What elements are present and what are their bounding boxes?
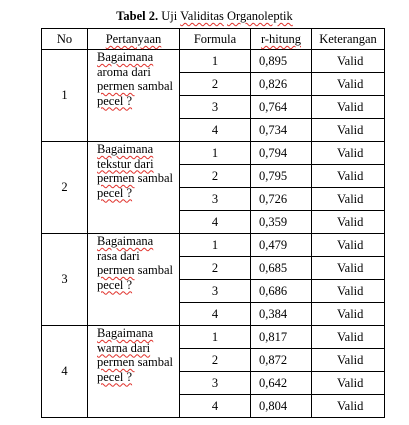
question-line: Bagaimana xyxy=(97,50,154,64)
caption-label: Tabel 2. xyxy=(116,9,159,23)
cell-formula: 1 xyxy=(180,234,251,257)
question-line: pecel ? xyxy=(97,277,133,292)
question-line: tekstur dari xyxy=(97,156,154,171)
cell-formula: 3 xyxy=(180,96,251,119)
question-word: permen xyxy=(97,79,135,93)
question-line: permen sambal xyxy=(97,355,174,369)
question-line: warna dari xyxy=(97,340,151,355)
table-row xyxy=(42,234,385,257)
cell-r-hitung: 0,764 xyxy=(251,96,312,119)
cell-keterangan: Valid xyxy=(312,211,385,234)
cell-pertanyaan xyxy=(88,326,180,418)
cell-r-hitung: 0,726 xyxy=(251,188,312,211)
cell-formula: 4 xyxy=(180,119,251,142)
header-no: No xyxy=(42,29,88,50)
cell-keterangan: Valid xyxy=(312,326,385,349)
cell-keterangan: Valid xyxy=(312,349,385,372)
question-line: pecel ? xyxy=(97,93,133,108)
question-line: Bagaimana xyxy=(97,234,154,248)
header-keterangan: Keterangan xyxy=(312,29,385,50)
cell-formula: 1 xyxy=(180,142,251,165)
caption-word: Validitas xyxy=(180,9,224,23)
cell-r-hitung: 0,686 xyxy=(251,280,312,303)
cell-keterangan: Valid xyxy=(312,73,385,96)
validity-table xyxy=(41,28,385,418)
question-line: pecel ? xyxy=(97,369,133,384)
cell-r-hitung: 0,895 xyxy=(251,50,312,73)
question-word: permen xyxy=(97,171,135,185)
cell-formula: 3 xyxy=(180,280,251,303)
cell-formula: 4 xyxy=(180,395,251,418)
cell-formula: 2 xyxy=(180,73,251,96)
cell-no: 2 xyxy=(42,142,88,234)
question-line: permen sambal xyxy=(97,171,174,185)
cell-keterangan: Valid xyxy=(312,96,385,119)
header-formula: Formula xyxy=(180,29,251,50)
cell-formula: 2 xyxy=(180,257,251,280)
cell-r-hitung: 0,795 xyxy=(251,165,312,188)
cell-keterangan: Valid xyxy=(312,395,385,418)
question-line: Bagaimana xyxy=(97,326,154,340)
cell-r-hitung: 0,479 xyxy=(251,234,312,257)
cell-r-hitung: 0,826 xyxy=(251,73,312,96)
cell-no: 1 xyxy=(42,50,88,142)
question-line: rasa dari xyxy=(97,248,140,263)
cell-formula: 2 xyxy=(180,165,251,188)
cell-keterangan: Valid xyxy=(312,50,385,73)
cell-r-hitung: 0,794 xyxy=(251,142,312,165)
cell-r-hitung: 0,642 xyxy=(251,372,312,395)
cell-no: 4 xyxy=(42,326,88,418)
cell-formula: 3 xyxy=(180,372,251,395)
cell-formula: 2 xyxy=(180,349,251,372)
caption-word: Uji xyxy=(161,9,178,23)
cell-formula: 1 xyxy=(180,326,251,349)
cell-pertanyaan xyxy=(88,234,180,326)
table-row xyxy=(42,326,385,349)
cell-pertanyaan xyxy=(88,50,180,142)
cell-no: 3 xyxy=(42,234,88,326)
table-row xyxy=(42,142,385,165)
cell-r-hitung: 0,817 xyxy=(251,326,312,349)
cell-pertanyaan xyxy=(88,142,180,234)
question-line: permen sambal xyxy=(97,263,174,277)
cell-formula: 1 xyxy=(180,50,251,73)
cell-r-hitung: 0,872 xyxy=(251,349,312,372)
cell-keterangan: Valid xyxy=(312,257,385,280)
header-pertanyaan xyxy=(88,29,180,50)
cell-keterangan: Valid xyxy=(312,372,385,395)
question-line: aroma dari xyxy=(97,64,151,79)
header-r-hitung-label: r-hitung xyxy=(260,32,302,46)
table-row xyxy=(42,50,385,73)
table-caption xyxy=(0,9,409,24)
cell-keterangan: Valid xyxy=(312,303,385,326)
cell-keterangan: Valid xyxy=(312,280,385,303)
header-pertanyaan-label: Pertanyaan xyxy=(105,32,162,46)
table-body xyxy=(42,50,385,418)
cell-formula: 4 xyxy=(180,211,251,234)
cell-r-hitung: 0,734 xyxy=(251,119,312,142)
cell-keterangan: Valid xyxy=(312,165,385,188)
table-header-row xyxy=(42,29,385,50)
cell-keterangan: Valid xyxy=(312,188,385,211)
cell-keterangan: Valid xyxy=(312,142,385,165)
cell-keterangan: Valid xyxy=(312,119,385,142)
cell-r-hitung: 0,384 xyxy=(251,303,312,326)
question-word: permen xyxy=(97,263,135,277)
cell-r-hitung: 0,359 xyxy=(251,211,312,234)
header-r-hitung xyxy=(251,29,312,50)
question-word: permen xyxy=(97,355,135,369)
question-line: pecel ? xyxy=(97,185,133,200)
question-line: Bagaimana xyxy=(97,142,154,156)
question-line: permen sambal xyxy=(97,79,174,93)
cell-r-hitung: 0,804 xyxy=(251,395,312,418)
caption-word: Organoleptik xyxy=(227,9,293,23)
cell-r-hitung: 0,685 xyxy=(251,257,312,280)
cell-formula: 4 xyxy=(180,303,251,326)
cell-keterangan: Valid xyxy=(312,234,385,257)
cell-formula: 3 xyxy=(180,188,251,211)
